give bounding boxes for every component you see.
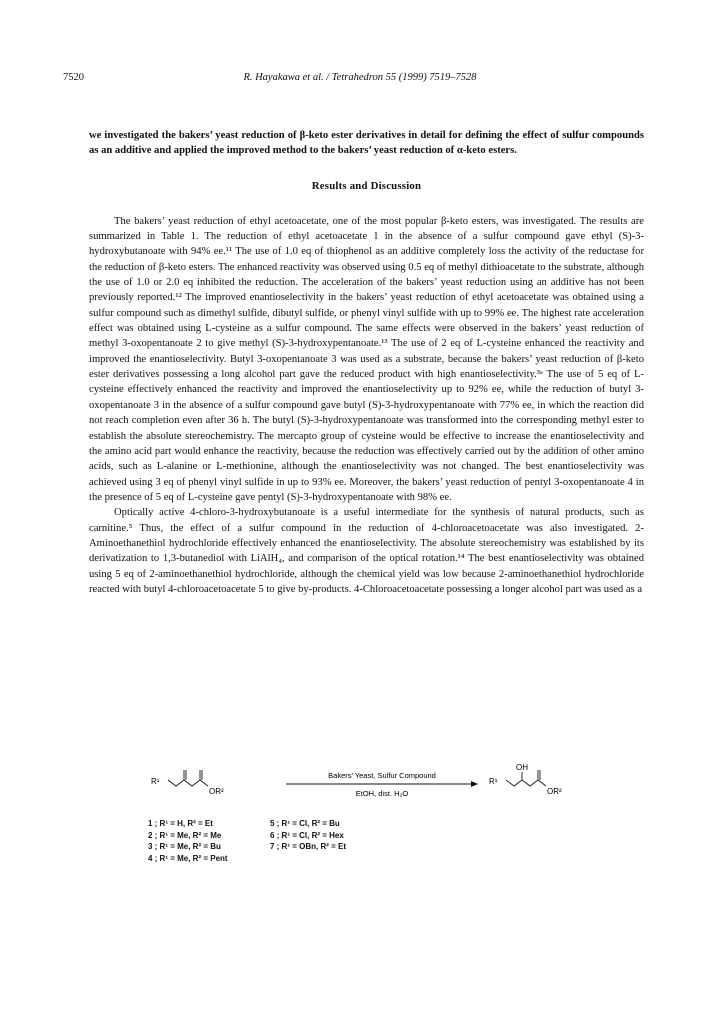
product-oh-label: OH bbox=[516, 763, 528, 772]
intro-paragraph: we investigated the bakers’ yeast reduction of β-keto ester derivatives in detail for defining the effect of sulfur compounds as an additive and applied the improved method to the bakers’ yeast reduction of α-keto esters. bbox=[89, 130, 644, 157]
compound-entry: 7 ; R¹ = OBn, R² = Et bbox=[270, 842, 347, 851]
reagents-below: EtOH, dist. H₂O bbox=[355, 789, 409, 798]
article-body bbox=[89, 128, 644, 597]
compound-entry: 4 ; R¹ = Me, R² = Pent bbox=[148, 853, 228, 863]
arrow-head bbox=[471, 781, 478, 787]
running-head: R. Hayakawa et al. / Tetrahedron 55 (1999) 7519–7528 bbox=[243, 72, 477, 83]
substrate-or2-label: OR² bbox=[209, 787, 224, 796]
compound-entry: 5 ; R¹ = Cl, R² = Bu bbox=[270, 819, 340, 828]
substrate-structure bbox=[168, 770, 208, 786]
body-paragraph: Optically active 4-chloro-3-hydroxybutanoate is a useful intermediate for the synthesis of natural products, such as carnitine.⁵ Thus, the effect of a sulfur compound in the reduction of 4-chloroacetoacetate was also investigated. 2-Aminoethanethiol hydrochloride effectively enhanced the enantioselectivity. The absolute stereochemistry was established by its derivatization to 1,3-butanediol with LiAlH₄, and comparison of the optical rotation.¹⁴ The best enantioselectivity was obtained using 5 eq of 2-aminoethanethiol hydrochloride, although the chemical yield was low because 2-aminoethanethiol hydrochloride reacted with butyl 4-chloroacetoacetate 5 to give by-products. 4-Chloroacetoacetate possessing a longer alcohol part was used as a bbox=[89, 507, 644, 595]
product-or2-label: OR² bbox=[547, 787, 562, 796]
section-heading: Results and Discussion bbox=[311, 179, 422, 192]
page-number: 7520 bbox=[63, 72, 84, 83]
reagents-above: Bakers’ Yeast, Sulfur Compound bbox=[328, 771, 436, 780]
compound-entry: 1 ; R¹ = H, R² = Et bbox=[148, 819, 213, 828]
compound-entry: 6 ; R¹ = Cl, R² = Hex bbox=[270, 830, 344, 840]
product-r1-label: R¹ bbox=[489, 777, 498, 786]
compound-entry: 3 ; R¹ = Me, R² = Bu bbox=[148, 842, 221, 851]
compound-entry: 2 ; R¹ = Me, R² = Me bbox=[148, 830, 222, 840]
body-paragraph: The bakers’ yeast reduction of ethyl acetoacetate, one of the most popular β-keto esters, was investigated. The results are summarized in Table 1. The reduction of ethyl acetoacetate 1 in the absence of a sulfur compound gave ethyl (S)-3-hydroxybutanoate with 94% ee.¹¹ The use of 1.0 eq of thiophenol as an additive completely loss the activity of the reductase for the reduction of β-keto esters. The enhanced reactivity was observed using 0.5 eq of methyl dithioacetate to the substrate, although the use of 1.0 or 2.0 eq inhibited the reduction. The acceleration of the bakers’ yeast reduction using an additive has not been previously reported.¹² The improved enantioselectivity in the bakers’ yeast reduction of ethyl acetoacetate was obtained using a sulfur compound such as dimethyl sulfide, dibutyl sulfide, or phenyl vinyl sulfide with up to 99% ee. The highest rate acceleration effect was obtained using L-cysteine as a sulfur compound. The same effects were observed in the bakers’ yeast reduction of methyl 3-oxopentanoate 2 to give methyl (S)-3-hydroxypentanoate.¹³ The use of 2 eq of L-cysteine enhanced the reactivity and improved the enantioselectivity. Butyl 3-oxopentanoate 3 was used as a substrate, because the bakers’ yeast reduction of β-keto ester derivatives possessing a long alcohol part gave the reduced product with high enantioselectivity.³ᵃ The use of 5 eq of L-cysteine effectively enhanced the reactivity and improved the enantioselectivity up to 92% ee, while the reduction of butyl 3-oxopentanoate 3 in the absence of a sulfur compound gave butyl (S)-3-hydroxypentanoate with 77% ee, in which the reaction did not reach completion even after 36 h. The butyl (S)-3-hydroxypentanoate was transformed into the corresponding methyl ester to establish the absolute stereochemistry. The mercapto group of cysteine would be effective to increase the enantioselectivity and the amino acid part would enhance the reactivity, because the reduction was effectively carried out by the addition of other amino acids, such as L-alanine or L-methionine, although the enantioselectivity was not changed. The best enantioselectivity was achieved using 3 eq of phenyl vinyl sulfide in up to 93% ee. Moreover, the bakers’ yeast reduction of pentyl 3-oxopentanoate 4 in the presence of 5 eq of L-cysteine gave pentyl (S)-3-hydroxypentanoate with 98% ee. bbox=[89, 215, 644, 503]
product-structure bbox=[506, 770, 546, 786]
substrate-r1-label: R¹ bbox=[151, 777, 160, 786]
